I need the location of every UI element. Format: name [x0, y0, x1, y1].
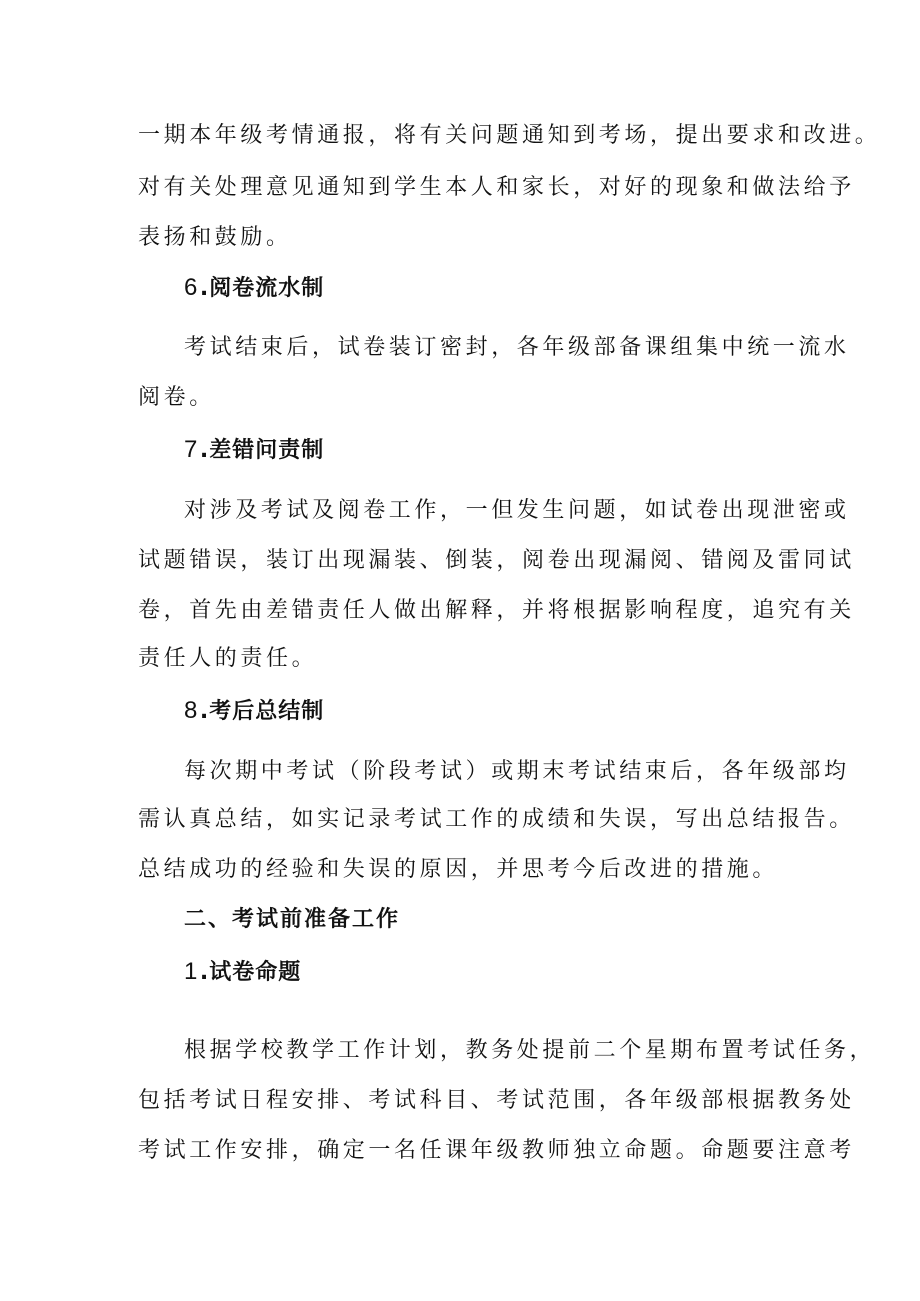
paragraph-line: 总结成功的经验和失误的原因，并思考今后改进的措施。: [138, 857, 779, 882]
paragraph-line: 考试工作安排，确定一名任课年级教师独立命题。命题要注意考: [138, 1138, 855, 1163]
paragraph-line: 考试结束后，试卷装订密封，各年级部备课组集中统一流水: [184, 335, 850, 360]
paragraph-line: 卷，首先由差错责任人做出解释，并将根据影响程度，追究有关: [138, 598, 855, 623]
heading-number: 7: [184, 436, 198, 463]
paragraph-line: 表扬和鼓励。: [138, 225, 292, 250]
paragraph-line: 阅卷。: [138, 385, 215, 410]
paragraph-line: 责任人的责任。: [138, 646, 318, 671]
heading-7: [184, 435, 324, 465]
heading-number: 8: [184, 697, 198, 724]
heading-text: .考后总结制: [199, 699, 325, 724]
paragraph-line: 包括考试日程安排、考试科目、考试范围，各年级部根据教务处: [138, 1088, 855, 1113]
paragraph-line: 对涉及考试及阅卷工作，一但发生问题，如试卷出现泄密或: [184, 498, 850, 523]
paragraph-line: 对有关处理意见通知到学生本人和家长，对好的现象和做法给予: [138, 175, 855, 200]
paragraph-line: 根据学校教学工作计划，教务处提前二个星期布置考试任务，: [184, 1038, 876, 1063]
heading-text: .阅卷流水制: [199, 276, 325, 301]
heading-number: 1: [184, 958, 198, 985]
section-heading: 二、考试前准备工作: [184, 907, 401, 932]
paragraph-line: 一期本年级考情通报，将有关问题通知到考场，提出要求和改进。: [138, 123, 881, 148]
heading-1: [184, 957, 301, 987]
paragraph-line: 需认真总结，如实记录考试工作的成绩和失误，写出总结报告。: [138, 807, 855, 832]
heading-text: .试卷命题: [199, 960, 302, 985]
heading-8: [184, 696, 324, 726]
heading-number: 6: [184, 274, 198, 301]
heading-6: [184, 273, 324, 303]
paragraph-line: 试题错误，装订出现漏装、倒装，阅卷出现漏阅、错阅及雷同试: [138, 548, 855, 573]
heading-text: .差错问责制: [199, 438, 325, 463]
paragraph-line: 每次期中考试（阶段考试）或期末考试结束后，各年级部均: [184, 759, 850, 784]
